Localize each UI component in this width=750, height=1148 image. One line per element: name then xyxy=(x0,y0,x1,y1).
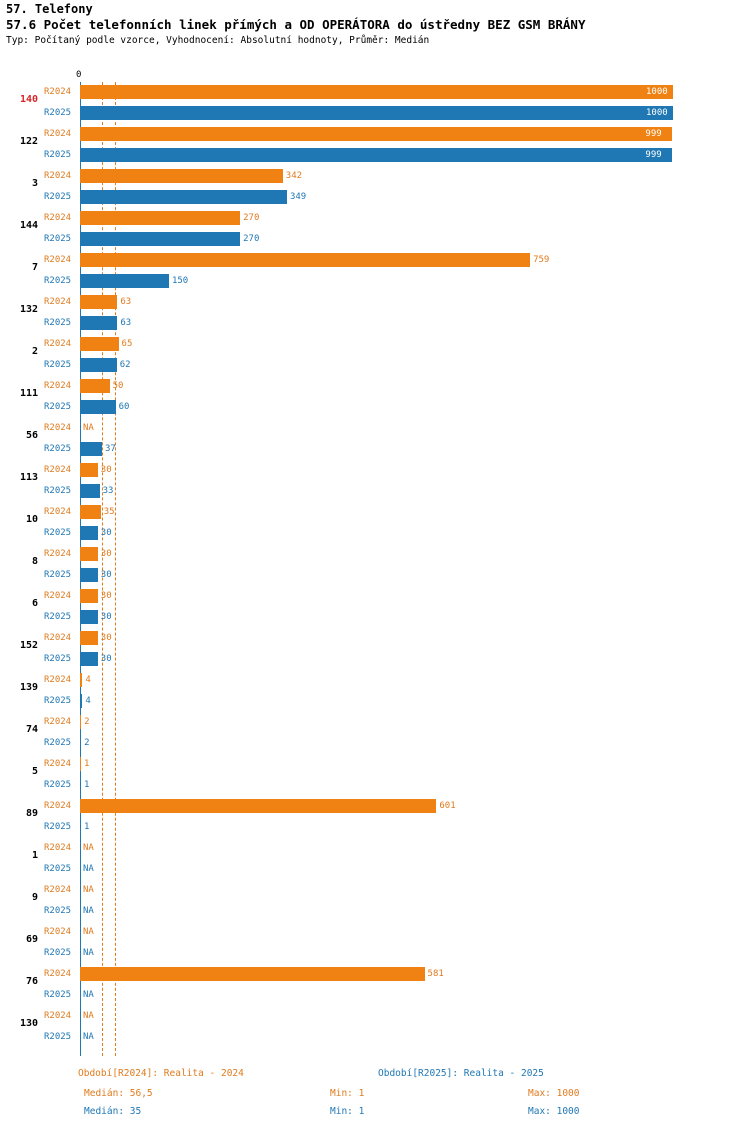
bar-value-label: NA xyxy=(83,864,94,874)
bar xyxy=(80,190,287,204)
category-label: 74 xyxy=(25,724,38,735)
series-label: R2025 xyxy=(44,1032,72,1042)
bar-value-label: 349 xyxy=(289,192,307,202)
median-r2025: Medián: 35 xyxy=(84,1106,142,1117)
bar xyxy=(80,652,98,666)
chart-row-group xyxy=(0,628,750,670)
series-label: R2024 xyxy=(44,591,72,601)
bar-row xyxy=(0,565,750,586)
bar-row xyxy=(0,166,750,187)
bar-row xyxy=(0,943,750,964)
chart-row-group xyxy=(0,334,750,376)
category-label: 9 xyxy=(31,892,38,903)
bar-row xyxy=(0,607,750,628)
bar-value-label: 30 xyxy=(100,549,112,559)
series-label: R2024 xyxy=(44,339,72,349)
bar-value-label: NA xyxy=(83,1011,94,1021)
bar-value-label: NA xyxy=(83,990,94,1000)
bar xyxy=(80,568,98,582)
bar xyxy=(80,673,82,687)
category-label: 89 xyxy=(25,808,38,819)
bar-value-label: 63 xyxy=(120,297,132,307)
bar-value-label: 4 xyxy=(85,696,91,706)
bar-row xyxy=(0,481,750,502)
bar xyxy=(80,232,240,246)
category-label: 10 xyxy=(25,514,38,525)
bar-value-label: 35 xyxy=(103,507,115,517)
bar-value-label: 999 xyxy=(645,150,662,160)
series-label: R2024 xyxy=(44,1011,72,1021)
bar xyxy=(80,442,102,456)
bar-value-label: 759 xyxy=(533,255,550,265)
bar-row xyxy=(0,397,750,418)
series-label: R2025 xyxy=(44,192,72,202)
bar-value-label: 30 xyxy=(100,591,112,601)
chart-row-group xyxy=(0,880,750,922)
bar-value-label: 1000 xyxy=(646,108,668,118)
bar-value-label: 60 xyxy=(118,402,130,412)
series-label: R2024 xyxy=(44,633,72,643)
series-label: R2024 xyxy=(44,927,72,937)
bar xyxy=(80,484,100,498)
category-label: 139 xyxy=(19,682,38,693)
chart-row-group xyxy=(0,418,750,460)
series-label: R2025 xyxy=(44,948,72,958)
series-label: R2025 xyxy=(44,696,72,706)
series-label: R2025 xyxy=(44,906,72,916)
chart-plot-area xyxy=(0,72,750,1062)
category-label: 69 xyxy=(25,934,38,945)
category-label: 8 xyxy=(31,556,38,567)
chart-row-group xyxy=(0,376,750,418)
chart-row-group xyxy=(0,460,750,502)
category-label: 76 xyxy=(25,976,38,987)
chart-row-group xyxy=(0,502,750,544)
chart-subtitle: Typ: Počítaný podle vzorce, Vyhodnocení: Absolutní hodnoty, Průměr: Medián xyxy=(6,35,430,46)
bar-row xyxy=(0,523,750,544)
bar-value-label: 30 xyxy=(100,465,112,475)
max-r2025: Max: 1000 xyxy=(528,1106,580,1117)
bar-row xyxy=(0,1006,750,1027)
category-label: 122 xyxy=(19,136,38,147)
category-label: 7 xyxy=(31,262,38,273)
series-label: R2024 xyxy=(44,171,72,181)
bar xyxy=(80,610,98,624)
bar xyxy=(80,736,81,750)
bar-row xyxy=(0,145,750,166)
category-label: 5 xyxy=(31,766,38,777)
bar xyxy=(80,337,119,351)
chart-row-group xyxy=(0,922,750,964)
bar xyxy=(80,148,672,162)
bar-value-label: NA xyxy=(83,423,94,433)
bar xyxy=(80,211,240,225)
series-label: R2025 xyxy=(44,738,72,748)
series-label: R2024 xyxy=(44,507,72,517)
bar-value-label: 65 xyxy=(121,339,133,349)
series-label: R2025 xyxy=(44,108,72,118)
bar-value-label: 30 xyxy=(100,633,112,643)
series-label: R2024 xyxy=(44,213,72,223)
series-label: R2025 xyxy=(44,318,72,328)
category-label: 1 xyxy=(31,850,38,861)
bar-value-label: 62 xyxy=(119,360,131,370)
bar xyxy=(80,526,98,540)
bar-value-label: 2 xyxy=(84,717,90,727)
bar-row xyxy=(0,502,750,523)
series-label: R2024 xyxy=(44,885,72,895)
stats-row-r2025 xyxy=(0,1106,750,1124)
bar-row xyxy=(0,775,750,796)
series-label: R2025 xyxy=(44,276,72,286)
bar-value-label: 342 xyxy=(285,171,303,181)
series-label: R2025 xyxy=(44,444,72,454)
bar-value-label: NA xyxy=(83,885,94,895)
series-label: R2024 xyxy=(44,759,72,769)
bar-row xyxy=(0,334,750,355)
bar xyxy=(80,820,81,834)
bar-row xyxy=(0,250,750,271)
bar xyxy=(80,589,98,603)
bar-row xyxy=(0,187,750,208)
bar-value-label: 581 xyxy=(427,969,444,979)
bar-value-label: 33 xyxy=(102,486,114,496)
bar-value-label: 150 xyxy=(171,276,189,286)
bar-row xyxy=(0,964,750,985)
bar-value-label: 270 xyxy=(243,234,260,244)
category-label: 56 xyxy=(25,430,38,441)
bar-row xyxy=(0,439,750,460)
bar-value-label: 30 xyxy=(100,528,112,538)
chart-row-group xyxy=(0,250,750,292)
bar-row xyxy=(0,712,750,733)
bar xyxy=(80,799,436,813)
bar xyxy=(80,253,530,267)
page-title: 57.6 Počet telefonních linek přímých a OD OPERÁTORA do ústředny BEZ GSM BRÁNY xyxy=(6,17,586,32)
bar-row xyxy=(0,292,750,313)
series-label: R2025 xyxy=(44,402,72,412)
series-label: R2025 xyxy=(44,360,72,370)
bar-row xyxy=(0,376,750,397)
bar-value-label: NA xyxy=(83,927,94,937)
bar xyxy=(80,169,283,183)
series-label: R2025 xyxy=(44,780,72,790)
series-label: R2025 xyxy=(44,990,72,1000)
category-label: 140 xyxy=(19,94,38,105)
bar-row xyxy=(0,82,750,103)
chart-row-group xyxy=(0,838,750,880)
chart-section-title: 57. Telefony xyxy=(6,2,93,16)
series-label: R2025 xyxy=(44,612,72,622)
x-axis-zero-label: 0 xyxy=(76,70,82,80)
category-label: 111 xyxy=(19,388,38,399)
bar-row xyxy=(0,754,750,775)
bar-value-label: 4 xyxy=(85,675,91,685)
bar xyxy=(80,631,98,645)
chart-rows xyxy=(0,82,750,1048)
series-label: R2024 xyxy=(44,465,72,475)
bar-value-label: 63 xyxy=(120,318,132,328)
series-label: R2025 xyxy=(44,654,72,664)
category-label: 113 xyxy=(19,472,38,483)
bar xyxy=(80,85,673,99)
bar-value-label: 37 xyxy=(104,444,116,454)
bar-value-label: NA xyxy=(83,843,94,853)
chart-row-group xyxy=(0,964,750,1006)
series-label: R2024 xyxy=(44,87,72,97)
bar-value-label: 601 xyxy=(439,801,456,811)
bar xyxy=(80,106,673,120)
chart-row-group xyxy=(0,712,750,754)
bar-value-label: 1 xyxy=(84,780,90,790)
series-label: R2024 xyxy=(44,381,72,391)
bar-row xyxy=(0,649,750,670)
chart-row-group xyxy=(0,208,750,250)
chart-row-group xyxy=(0,670,750,712)
chart-row-group xyxy=(0,166,750,208)
series-label: R2024 xyxy=(44,843,72,853)
bar-value-label: 30 xyxy=(100,570,112,580)
bar-row xyxy=(0,859,750,880)
category-label: 3 xyxy=(31,178,38,189)
bar-row xyxy=(0,922,750,943)
series-label: R2024 xyxy=(44,423,72,433)
bar-row xyxy=(0,418,750,439)
chart-footer xyxy=(0,1068,750,1124)
chart-row-group xyxy=(0,796,750,838)
bar-value-label: NA xyxy=(83,906,94,916)
bar xyxy=(80,778,81,792)
bar-row xyxy=(0,691,750,712)
bar-value-label: 30 xyxy=(100,612,112,622)
bar xyxy=(80,400,116,414)
bar xyxy=(80,463,98,477)
chart-row-group xyxy=(0,82,750,124)
bar xyxy=(80,547,98,561)
bar-value-label: 1 xyxy=(84,759,90,769)
series-label: R2025 xyxy=(44,234,72,244)
median-r2024: Medián: 56,5 xyxy=(84,1088,153,1099)
bar-row xyxy=(0,817,750,838)
series-label: R2024 xyxy=(44,297,72,307)
bar-row xyxy=(0,796,750,817)
bar-value-label: 270 xyxy=(243,213,260,223)
category-label: 152 xyxy=(19,640,38,651)
chart-row-group xyxy=(0,586,750,628)
series-label: R2024 xyxy=(44,549,72,559)
bar xyxy=(80,967,425,981)
bar-value-label: 999 xyxy=(645,129,662,139)
series-label: R2025 xyxy=(44,570,72,580)
bar xyxy=(80,757,81,771)
bar-row xyxy=(0,355,750,376)
bar-row xyxy=(0,670,750,691)
chart-row-group xyxy=(0,544,750,586)
category-label: 2 xyxy=(31,346,38,357)
series-label: R2024 xyxy=(44,969,72,979)
category-label: 130 xyxy=(19,1018,38,1029)
bar-row xyxy=(0,271,750,292)
bar xyxy=(80,358,117,372)
bar-value-label: 2 xyxy=(84,738,90,748)
legend-item-r2025: Období[R2025]: Realita - 2025 xyxy=(378,1068,544,1079)
series-label: R2025 xyxy=(44,528,72,538)
series-label: R2025 xyxy=(44,864,72,874)
series-label: R2024 xyxy=(44,255,72,265)
bar-value-label: 50 xyxy=(112,381,124,391)
bar xyxy=(80,379,110,393)
legend-item-r2024: Období[R2024]: Realita - 2024 xyxy=(78,1068,244,1079)
min-r2025: Min: 1 xyxy=(330,1106,365,1117)
bar xyxy=(80,715,81,729)
stats-row-r2024 xyxy=(0,1088,750,1106)
chart-row-group xyxy=(0,124,750,166)
bar-row xyxy=(0,229,750,250)
legend xyxy=(0,1068,750,1088)
category-label: 6 xyxy=(31,598,38,609)
bar xyxy=(80,274,169,288)
bar-value-label: NA xyxy=(83,1032,94,1042)
bar-row xyxy=(0,985,750,1006)
bar-value-label: NA xyxy=(83,948,94,958)
bar-row xyxy=(0,208,750,229)
series-label: R2025 xyxy=(44,486,72,496)
bar xyxy=(80,505,101,519)
bar-row xyxy=(0,901,750,922)
chart-row-group xyxy=(0,292,750,334)
bar-row xyxy=(0,460,750,481)
series-label: R2024 xyxy=(44,801,72,811)
max-r2024: Max: 1000 xyxy=(528,1088,580,1099)
chart-row-group xyxy=(0,1006,750,1048)
series-label: R2024 xyxy=(44,675,72,685)
chart-header xyxy=(0,0,750,47)
bar xyxy=(80,295,117,309)
bar-value-label: 30 xyxy=(100,654,112,664)
bar-row xyxy=(0,733,750,754)
bar-value-label: 1000 xyxy=(646,87,668,97)
bar-row xyxy=(0,124,750,145)
series-label: R2025 xyxy=(44,150,72,160)
bar-value-label: 1 xyxy=(84,822,90,832)
series-label: R2024 xyxy=(44,129,72,139)
chart-row-group xyxy=(0,754,750,796)
bar xyxy=(80,316,117,330)
bar-row xyxy=(0,628,750,649)
bar-row xyxy=(0,103,750,124)
bar-row xyxy=(0,313,750,334)
bar-row xyxy=(0,838,750,859)
bar xyxy=(80,694,82,708)
bar-row xyxy=(0,586,750,607)
bar-row xyxy=(0,880,750,901)
bar xyxy=(80,127,672,141)
series-label: R2024 xyxy=(44,717,72,727)
min-r2024: Min: 1 xyxy=(330,1088,365,1099)
category-label: 144 xyxy=(19,220,38,231)
bar-row xyxy=(0,544,750,565)
category-label: 132 xyxy=(19,304,38,315)
series-label: R2025 xyxy=(44,822,72,832)
bar-row xyxy=(0,1027,750,1048)
